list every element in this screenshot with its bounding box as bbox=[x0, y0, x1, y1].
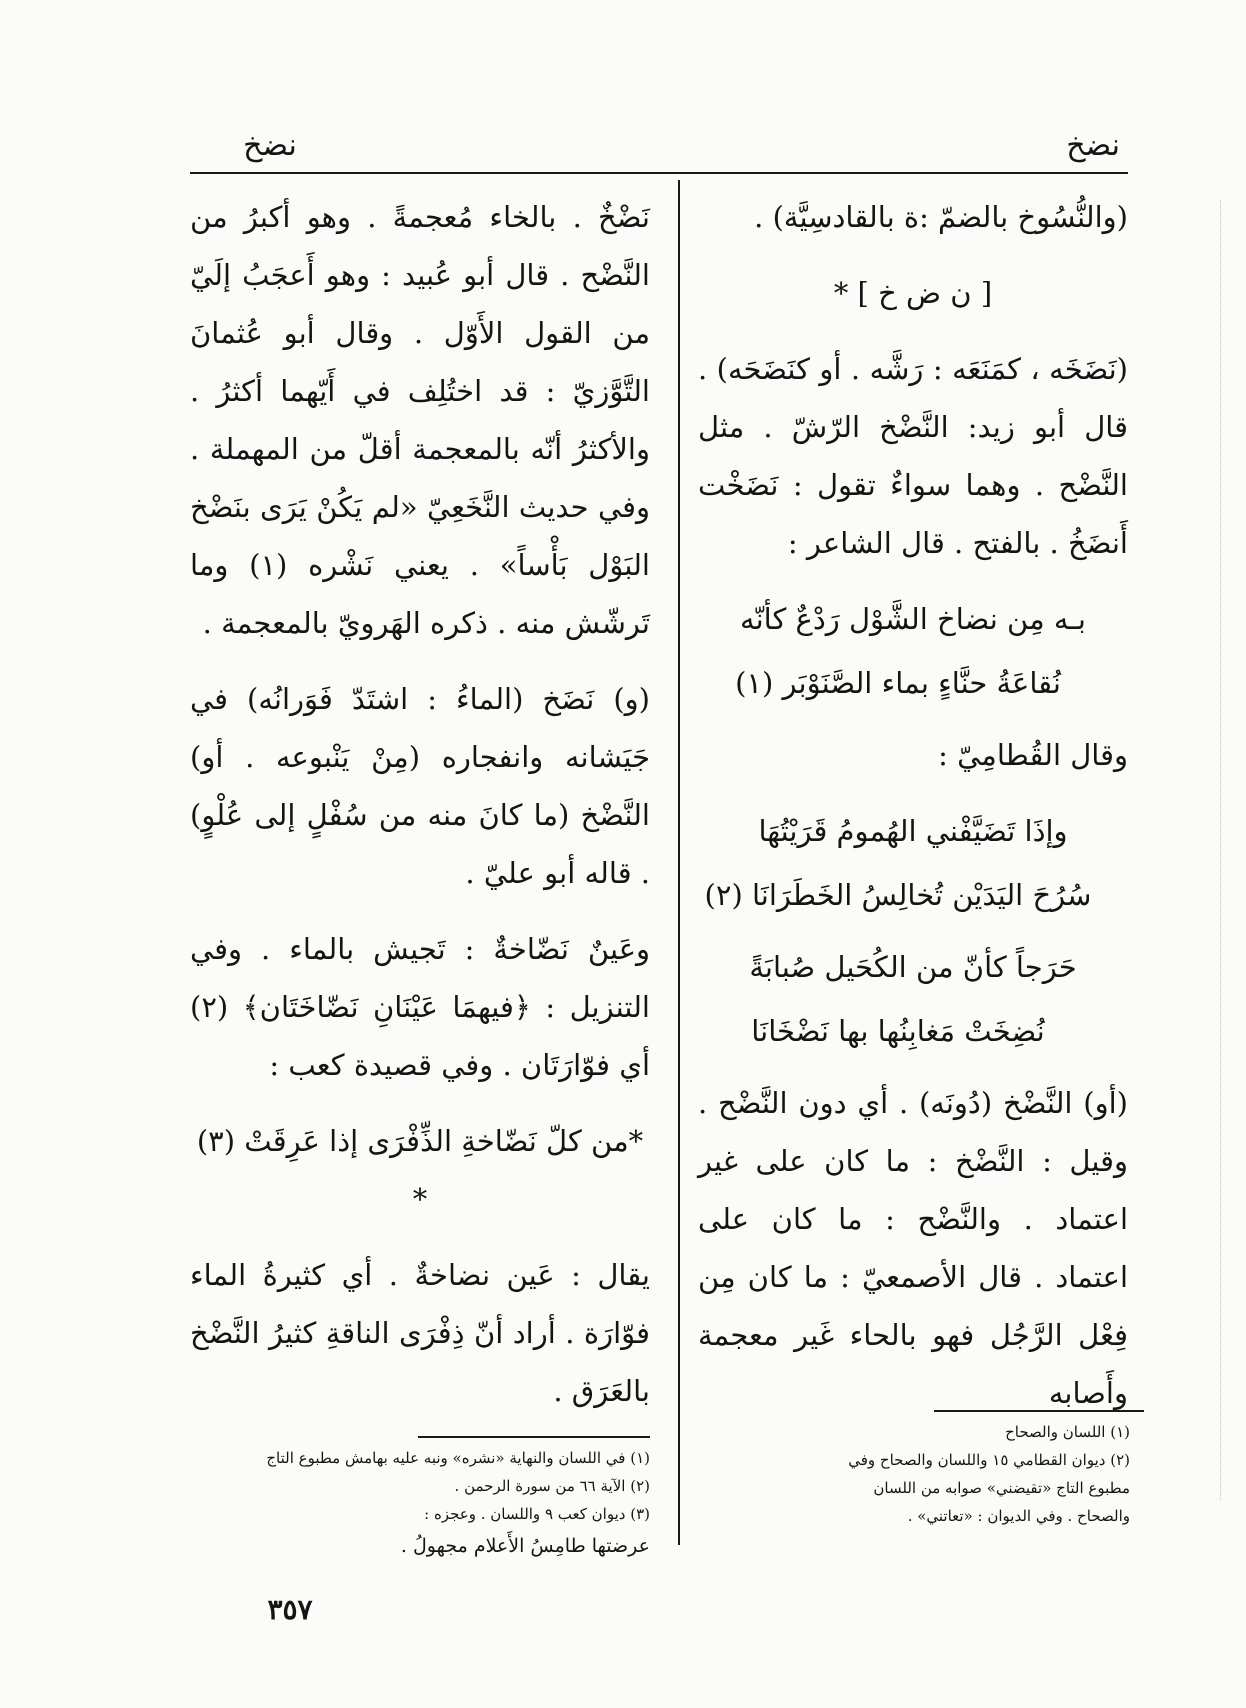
verse-line: نُضِخَتْ مَغابِنُها بها نَضْخَانَا bbox=[751, 1014, 1045, 1048]
paragraph: وعَينٌ نَضّاخةٌ : تَجيش بالماء . وفي التنزيل : ﴿فيهمَا عَيْنَانِ نَضّاخَتَان﴾ (٢) أي فوّارَتَان . وفي قصيدة كعب : bbox=[190, 932, 650, 1082]
footnote-rule-right bbox=[934, 1410, 1144, 1412]
left-column bbox=[190, 188, 650, 1438]
verse-line: بـه مِن نضاخ الشَّوْل رَدْعٌ كأنّه bbox=[740, 602, 1086, 636]
right-column bbox=[698, 188, 1128, 1440]
scan-margin-marks bbox=[1220, 200, 1227, 1500]
paragraph: وقال القُطامِيّ : bbox=[938, 738, 1128, 772]
footnote: (٢) ديوان القطامي ١٥ واللسان والصحاح وفي مطبوع التاج «تقيضني» صوابه من اللسان والصحاح . وفي الديوان : «تعاتني» . bbox=[848, 1451, 1130, 1525]
paragraph: (أو) النَّضْخ (دُونَه) . أي دون النَّضْح . وقيل : النَّضْخ : ما كان على غير اعتماد . والنَّضْح : ما كان على اعتماد . قال الأصمعيّ : ما كان مِن فِعْل الرَّجُل فهو بالحاء غَير معجمة وأَصابه bbox=[698, 1086, 1128, 1410]
verse-line: وإذَا تَضَيَّفْني الهُمومُ قَرَيْتُهَا bbox=[758, 814, 1068, 848]
verse-line: حَرَجاً كأنّ من الكُحَيل صُبابَةً bbox=[749, 950, 1077, 984]
paragraph: (و) نَضَخ (الماءُ : اشتَدّ فَوَرانُه) في جَيَشانه وانفجاره (مِنْ يَنْبوعه . أو) النَّضْخ (ما كانَ منه من سُفْلٍ إلى عُلْوٍ) . قاله أبو عليّ . bbox=[190, 682, 650, 890]
column-divider bbox=[678, 180, 680, 1545]
footnotes-right bbox=[830, 1418, 1130, 1530]
header-rule bbox=[190, 172, 1128, 174]
paragraph: (نَضَخَه ، كمَنَعَه : رَشَّه . أو كنَضَحَه) . قال أبو زيد: النَّضْخ الرّشّ . مثل النَّضْح . وهما سواءٌ تقول : نَضَخْت أَنضَخُ . بالفتح . قال الشاعر : bbox=[698, 352, 1128, 560]
footnote: (٢) الآية ٦٦ من سورة الرحمن . bbox=[454, 1477, 650, 1495]
verse-line: نُقاعَةُ حنَّاءٍ بماء الصَّنَوْبَر (١) bbox=[735, 666, 1061, 700]
running-head-left: نضخ bbox=[243, 128, 297, 163]
paragraph: يقال : عَين نضاخةٌ . أي كثيرةُ الماء فوّارَة . أراد أنّ ذِفْرَى الناقةِ كثيرُ النَّضْخ بالعَرَق . bbox=[190, 1258, 650, 1408]
page-number: ٣٥٧ bbox=[267, 1593, 313, 1626]
footnote: (٣) ديوان كعب ٩ واللسان . وعجزه : bbox=[424, 1505, 650, 1523]
running-head-right: نضخ bbox=[1066, 128, 1120, 163]
verse-line: *من كلّ نَضّاخةِ الذِّفْرَى إذا عَرِقَتْ (٣) * bbox=[196, 1124, 644, 1216]
paragraph: (والنُّسُوخ بالضمّ :ة بالقادسِيَّة) . bbox=[754, 200, 1128, 234]
footnotes-left bbox=[190, 1444, 650, 1560]
footnote-rule-left bbox=[418, 1436, 650, 1438]
paragraph: نَضْخٌ . بالخاء مُعجمةً . وهو أكبرُ من النَّضْح . قال أبو عُبيد : وهو أَعجَبُ إلَيّ من القول الأَوّل . وقال أبو عُثمانَ التَّوَّزيّ : قد اختُلِف في أَيّهما أكثرُ . والأكثرُ أنّه بالمعجمة أقلّ من المهملة . وفي حديث النَّخَعِيّ «لم يَكُنْ يَرَى بنَضْخ البَوْل بَأْساً» . يعني نَشْره (١) وما تَرشّش منه . ذكره الهَرويّ بالمعجمة . bbox=[190, 200, 650, 640]
footnote-verse: عرضتها طامِسُ الأَعلام مجهولُ . bbox=[400, 1535, 650, 1557]
footnote: (١) اللسان والصحاح bbox=[1005, 1423, 1130, 1441]
verse-line: سُرُحَ اليَدَيْن تُخالِسُ الخَطَرَانَا (٢) bbox=[704, 878, 1092, 912]
footnote: (١) في اللسان والنهاية «نشره» ونبه عليه بهامش مطبوع التاج bbox=[266, 1449, 650, 1467]
entry-heading: [ ن ض خ ] * bbox=[833, 276, 993, 310]
